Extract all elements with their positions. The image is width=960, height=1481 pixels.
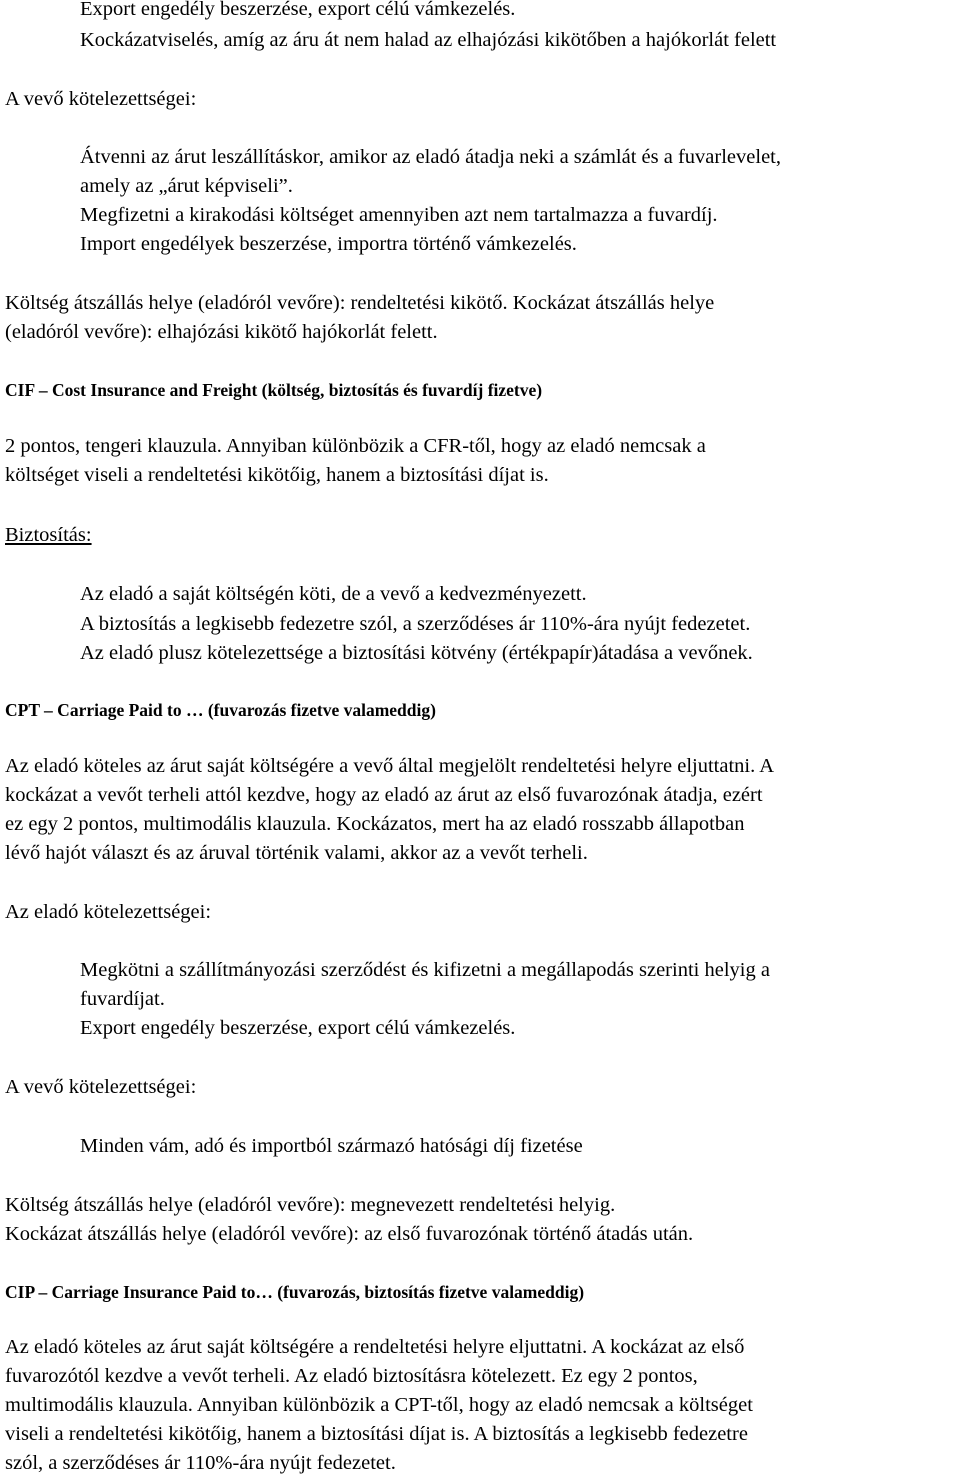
section-label-underlined: Biztosítás: [5, 524, 92, 546]
text-line: Az eladó köteles az árut saját költségére a vevő által megjelölt rendeltetési helyre eljuttatni. A [5, 755, 775, 777]
text-line: ez egy 2 pontos, multimodális klauzula. Kockázatos, mert ha az eladó rosszabb állapotban [5, 813, 745, 835]
text-line: kockázat a vevőt terheli attól kezdve, hogy az eladó az árut az első fuvarozónak átadja, ezért [5, 784, 763, 806]
text-line: Export engedély beszerzése, export célú vámkezelés. [80, 0, 516, 20]
text-line: Költség átszállás helye (eladóról vevőre): rendeltetési kikötő. Kockázat átszállás helye [5, 292, 715, 314]
text-line: Átvenni az árut leszállításkor, amikor az eladó átadja neki a számlát és a fuvarlevelet, [80, 146, 781, 168]
text-line: Költség átszállás helye (eladóról vevőre): megnevezett rendeltetési helyig. [5, 1194, 616, 1216]
text-line: amely az „árut képviseli”. [80, 175, 293, 197]
text-line: multimodális klauzula. Annyiban különbözik a CPT-től, hogy az eladó nemcsak a költséget [5, 1394, 753, 1416]
text-line: Megkötni a szállítmányozási szerződést és kifizetni a megállapodás szerinti helyig a [80, 959, 770, 981]
text-line: Minden vám, adó és importból származó hatósági díj fizetése [80, 1135, 583, 1157]
text-line: Az eladó a saját költségén köti, de a vevő a kedvezményezett. [80, 583, 587, 605]
section-label: Az eladó kötelezettségei: [5, 901, 212, 923]
text-line: Export engedély beszerzése, export célú vámkezelés. [80, 1017, 516, 1039]
text-line: költséget viseli a rendeltetési kikötőig, hanem a biztosítási díjat is. [5, 464, 549, 486]
text-line: lévő hajót választ és az áruval történik valami, akkor az a vevőt terheli. [5, 842, 588, 864]
text-line: szól, a szerződéses ár 110%-ára nyújt fedezetet. [5, 1452, 396, 1474]
section-label: A vevő kötelezettségei: [5, 1076, 197, 1098]
text-line: Kockázatviselés, amíg az áru át nem halad az elhajózási kikötőben a hajókorlát felett [80, 29, 777, 51]
section-heading-cif: CIF – Cost Insurance and Freight (költség, biztosítás és fuvardíj fizetve) [5, 380, 543, 400]
text-line: Kockázat átszállás helye (eladóról vevőre): az első fuvarozónak történő átadás után. [5, 1223, 694, 1245]
text-line: Import engedélyek beszerzése, importra történő vámkezelés. [80, 233, 577, 255]
text-line: Az eladó köteles az árut saját költségére a rendeltetési helyre eljuttatni. A kockázat az első [5, 1336, 745, 1358]
section-heading-cpt: CPT – Carriage Paid to … (fuvarozás fizetve valameddig) [5, 700, 436, 720]
text-line: fuvarozótól kezdve a vevőt terheli. Az eladó biztosításra kötelezett. Ez egy 2 pontos, [5, 1365, 698, 1387]
text-line: 2 pontos, tengeri klauzula. Annyiban különbözik a CFR-től, hogy az eladó nemcsak a [5, 435, 706, 457]
text-line: viseli a rendeltetési kikötőig, hanem a biztosítási díjat is. A biztosítás a legkisebb fedezetre [5, 1423, 748, 1445]
section-label: A vevő kötelezettségei: [5, 88, 197, 110]
text-line: Az eladó plusz kötelezettsége a biztosítási kötvény (értékpapír)átadása a vevőnek. [80, 642, 753, 664]
text-line: (eladóról vevőre): elhajózási kikötő hajókorlát felett. [5, 321, 438, 343]
text-line: A biztosítás a legkisebb fedezetre szól, a szerződéses ár 110%-ára nyújt fedezetet. [80, 613, 751, 635]
text-line: Megfizetni a kirakodási költséget amennyiben azt nem tartalmazza a fuvardíj. [80, 204, 718, 226]
text-line: fuvardíjat. [80, 988, 165, 1010]
section-heading-cip: CIP – Carriage Insurance Paid to… (fuvarozás, biztosítás fizetve valameddig) [5, 1282, 585, 1302]
